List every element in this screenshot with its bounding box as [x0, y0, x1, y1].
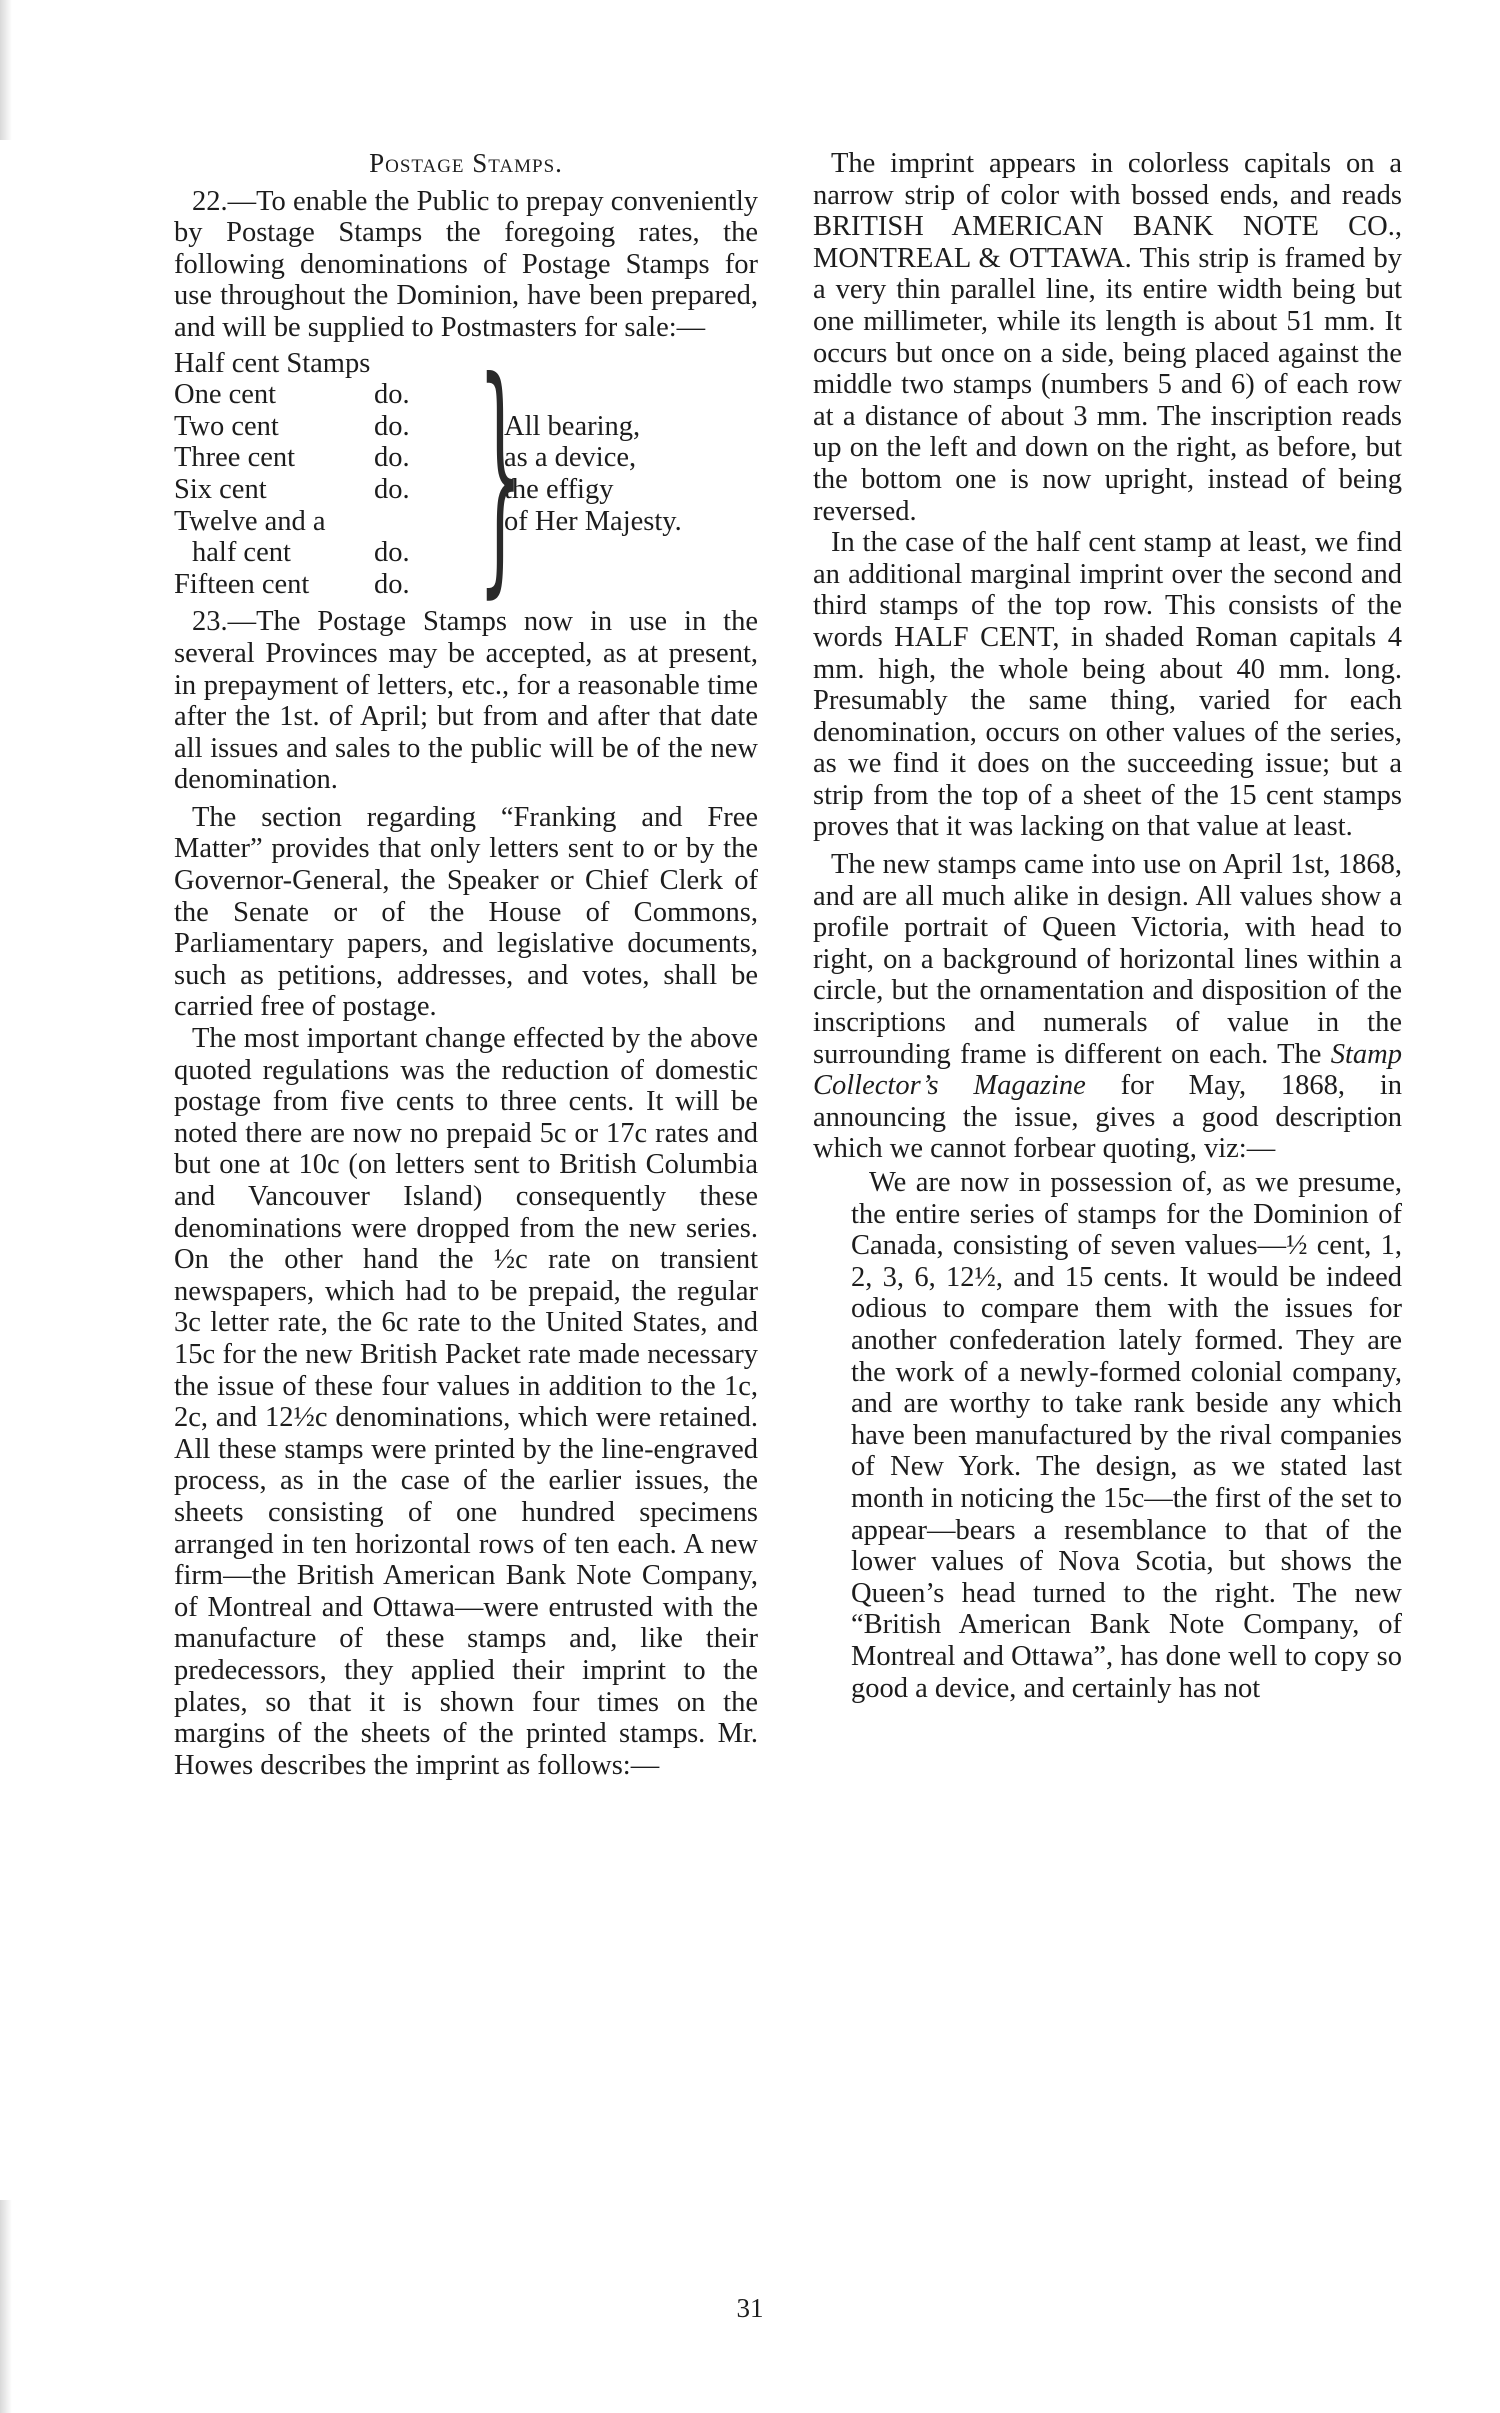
stamp-list [174, 327, 523, 619]
stamp-row: Fifteen cent do. [174, 568, 410, 600]
page-number: 31 [736, 2293, 764, 2323]
paragraph-imprint: The imprint appears in colorless capitals on a narrow strip of color with bossed ends, and reads BRITISH AMERICAN BANK NOTE CO., MONTREAL & OTTAWA. This strip is framed by a very thin parallel line, its entire width being but one millimeter, while its length is about 51 mm. It occurs but once on a side, being placed against the middle two stamps (numbers 5 and 6) of each row at a distance of about 3 mm. The inscription reads up on the left and down on the right, as before, but the bottom one is now upright, instead of being reversed. [813, 148, 1402, 527]
stamp-denominations-table [174, 327, 758, 619]
paragraph-new-stamps: The new stamps came into use on April 1st, 1868, and are all much alike in design. All values show a profile portrait of Queen Victoria, with head to right, on a background of horizontal lines within a circle, but the ornamentation and disposition of the inscriptions and numerals of value in the surrounding frame is different on each. The Stamp Collector’s Magazine for May, 1868, in announcing the issue, gives a good description which we cannot forbear quoting, viz:— [813, 849, 1402, 1165]
stamp-row: One cent do. [174, 379, 410, 411]
stamp-row: Two cent do. [174, 410, 410, 442]
paragraph-half-cent: In the case of the half cent stamp at least, we find an additional marginal imprint over the second and third stamps of the top row. This consists of the words HALF CENT, in shaded Roman capitals 4 mm. high, the whole being about 40 mm. long. Presumably the same thing, varied for each denomination, occurs on other values of the series, as we find it does on the succeeding issue; but a strip from the top of a sheet of the 15 cent stamps proves that it was lacking on that value at least. [813, 527, 1402, 843]
paragraph-23: 23.—The Postage Stamps now in use in the several Provinces may be accepted, as at present, in prepayment of letters, etc., for a reasonable time after the 1st. of April; but from and after that date all issues and sales to the public will be of the new denomination. [174, 606, 758, 796]
curly-brace: } [478, 327, 523, 619]
scan-edge-shadow [0, 0, 12, 140]
magazine-title: Stamp Collector’s Magazine [813, 1038, 1402, 1102]
stamp-row: Twelve and a [174, 505, 326, 537]
stamp-row: half cent do. [192, 537, 410, 569]
block-quote: We are now in possession of, as we presume, the entire series of stamps for the Dominion of Canada, consisting of seven values—½ cent, 1, 2, 3, 6, 12½, and 15 cents. It would be indeed odious to compare them with the issues for another confederation lately formed. They are the work of a newly-formed colonial company, and are worthy to take rank beside any which have been manufactured by the rival companies of New York. The design, as we stated last month in noticing the 15c—the first of the set to appear—bears a resemblance to that of the lower values of Nova Scotia, but shows the Queen’s head turned to the right. The new “British American Bank Note Company, of Montreal and Ottawa”, has done well to copy so good a device, and certainly has not [851, 1167, 1402, 1704]
stamp-row: Six cent do. [174, 473, 410, 505]
stamp-row: Three cent do. [174, 442, 410, 474]
stamp-row: Half cent Stamps [174, 347, 371, 379]
left-column [174, 148, 758, 1781]
paragraph-change: The most important change effected by the above quoted regulations was the reduction of domestic postage from five cents to three cents. It will be noted there are now no prepaid 5c or 17c rates and but one at 10c (on letters sent to British Columbia and Vancouver Island) consequently these denominations were dropped from the new series. On the other hand the ½c rate on transient newspapers, which had to be prepaid, the regular 3c letter rate, the 6c rate to the United States, and 15c for the new British Packet rate made necessary the issue of these four values in addition to the 1c, 2c, and 12½c denominations, which were retained. All these stamps were printed by the line-engraved process, as in the case of the earlier issues, the sheets consisting of one hundred specimens arranged in ten horizontal rows of ten each. A new firm—the British American Bank Note Company, of Montreal and Ottawa—were entrusted with the manufacture of these stamps and, like their predecessors, they applied their imprint to the plates, so that it is shown four times on the margins of the sheets of the printed stamps. Mr. Howes describes the imprint as follows:— [174, 1023, 758, 1781]
section-heading: Postage Stamps. [369, 148, 563, 178]
right-column [813, 148, 1402, 1704]
brace-annotation: All bearing, as a device, the effigy of Her Majesty. [504, 410, 682, 537]
paragraph-franking: The section regarding “Franking and Free Matter” provides that only letters sent to or by the Governor-General, the Speaker or Chief Clerk of the Senate or of the House of Commons, Parliamentary papers, and legislative documents, such as petitions, addresses, and votes, shall be carried free of postage. [174, 801, 758, 1023]
paragraph-22: 22.—To enable the Public to prepay conveniently by Postage Stamps the foregoing rates, the following denominations of Postage Stamps for use throughout the Dominion, have been prepared, and will be supplied to Postmasters for sale:— [174, 185, 758, 343]
